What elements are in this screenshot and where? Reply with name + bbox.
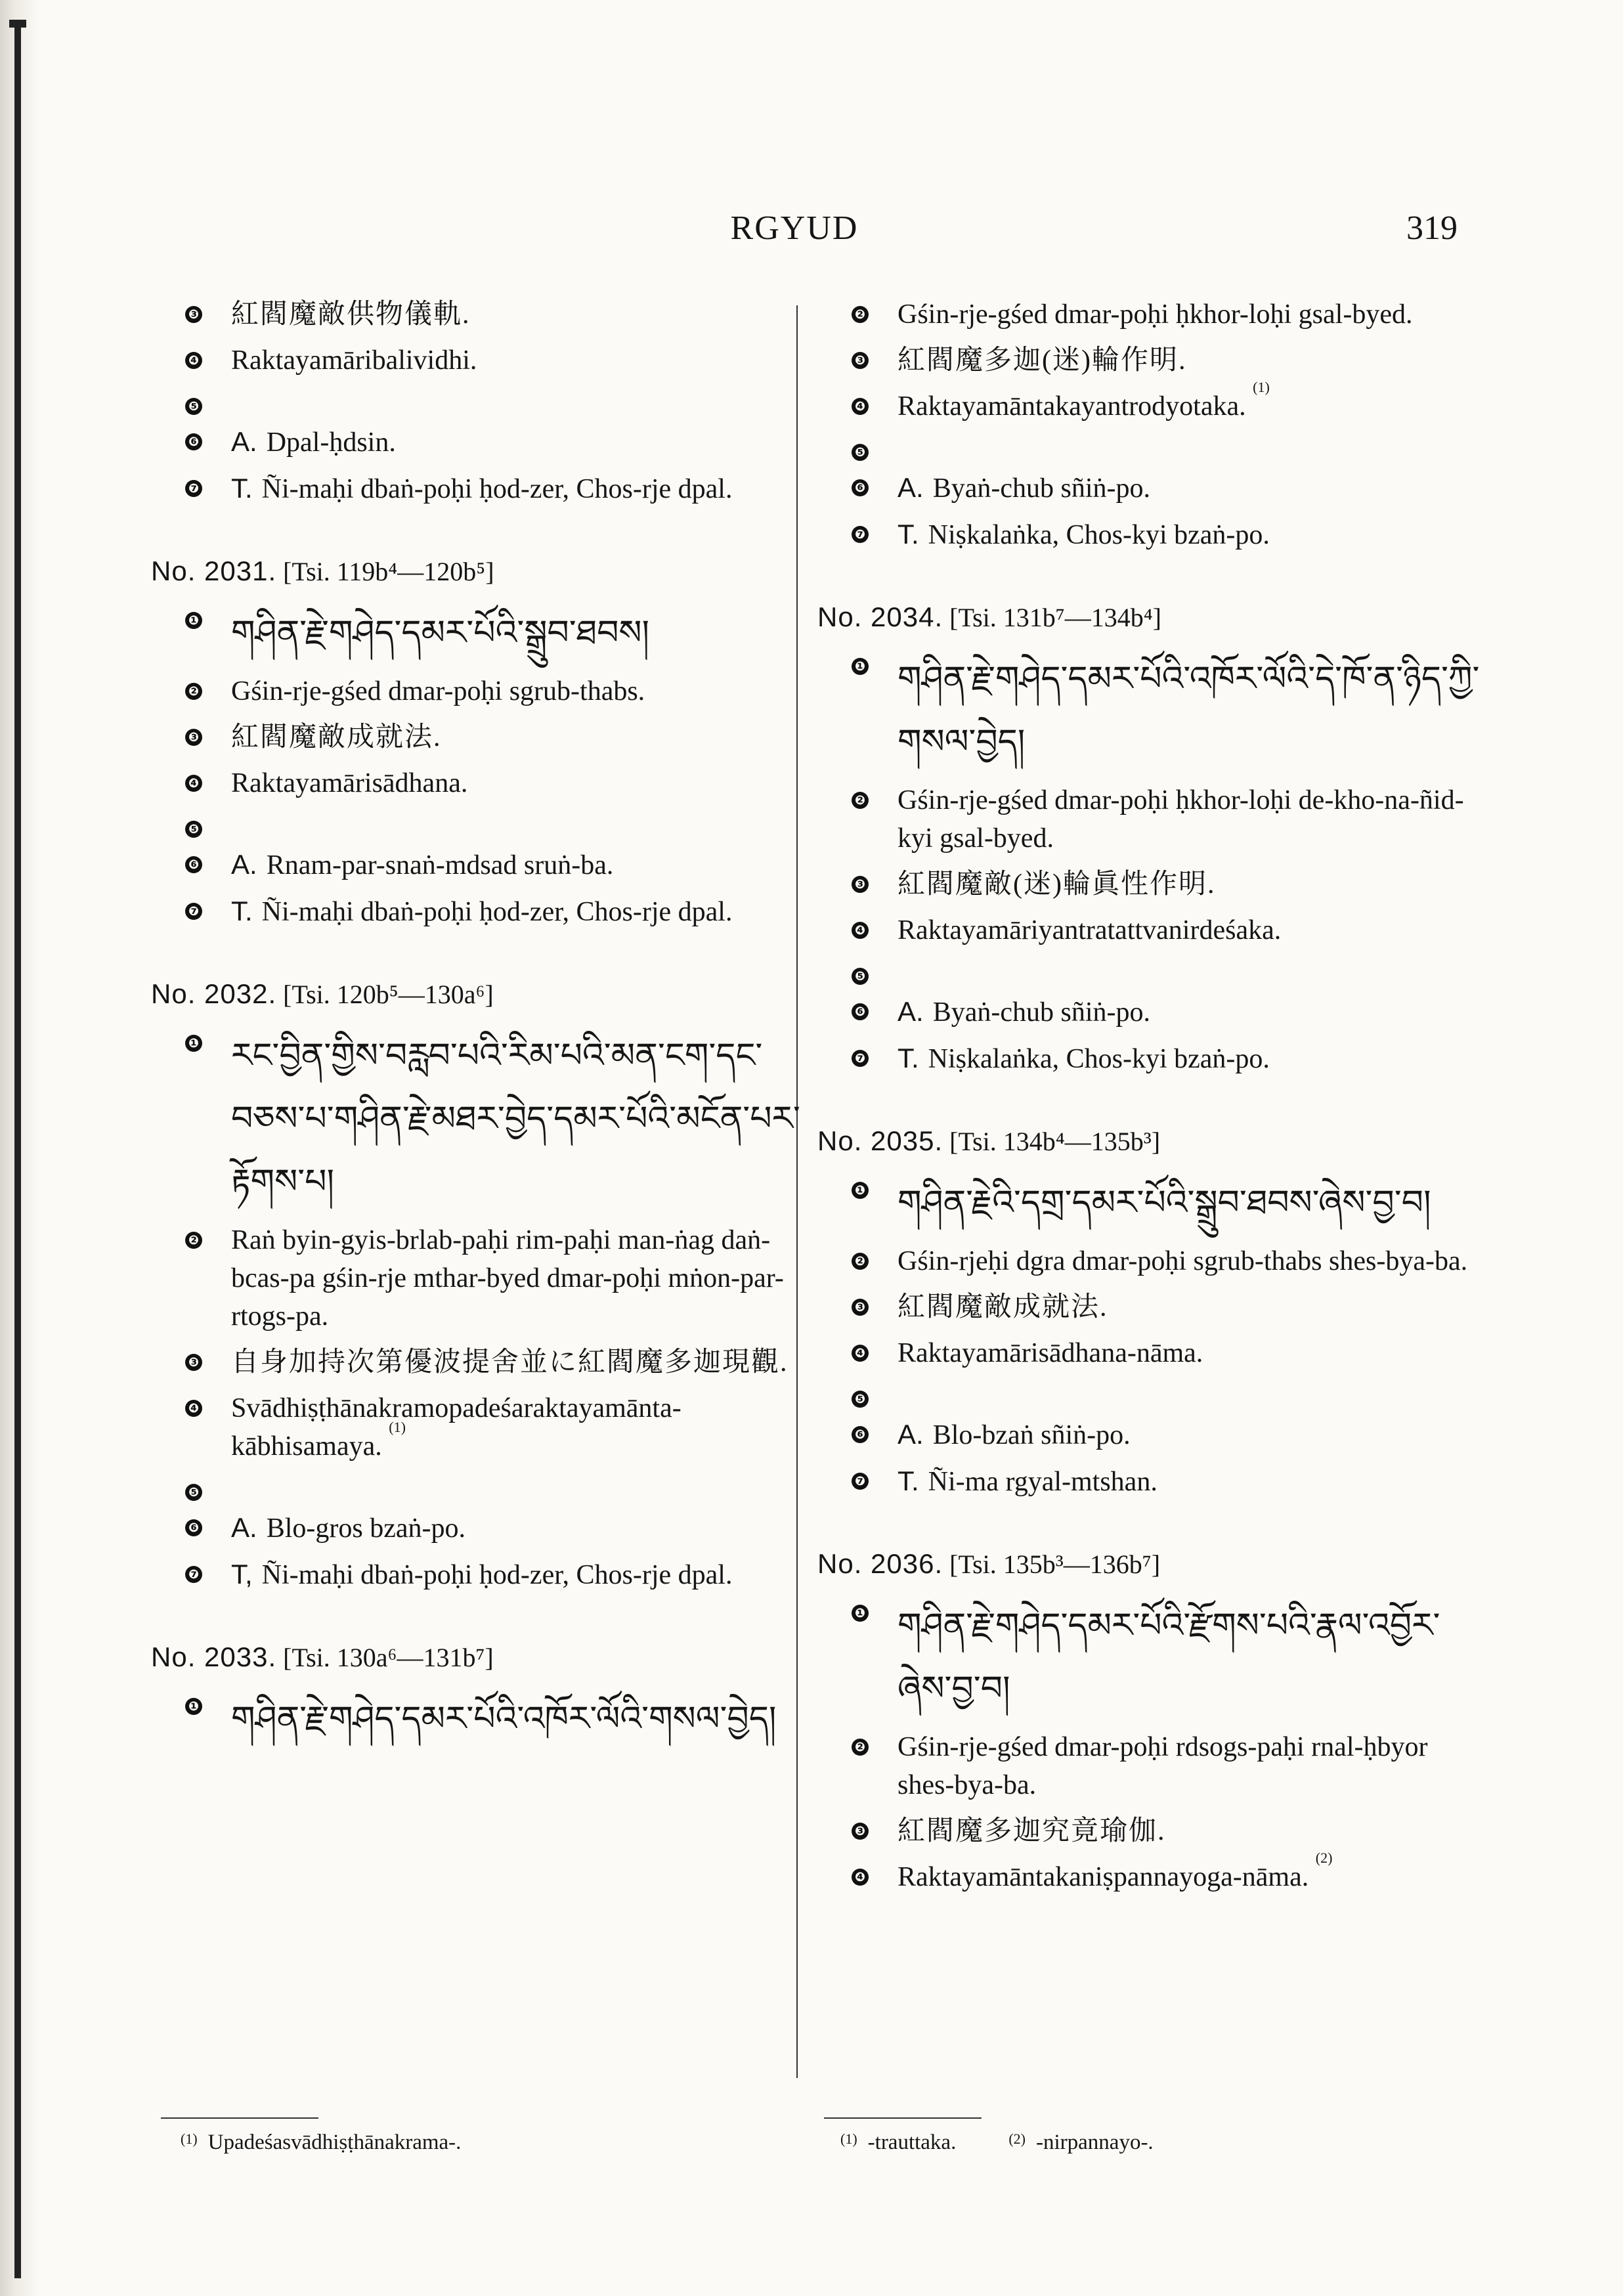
- entry-number: No. 2032.: [151, 978, 277, 1009]
- field-transliteration: ❷ Gśin-rjeḥi dgra dmar-poḥi sgrub-thabs shes-bya-ba.: [817, 1242, 1481, 1280]
- field-empty: [151, 387, 814, 415]
- footnote-ref: (1): [1253, 379, 1270, 395]
- field-transliteration: ❷ Gśin-rje-gśed dmar-poḥi rdsogs-paḥi rnal-ḥbyor shes-bya-ba.: [817, 1728, 1481, 1804]
- field-author: ❻ A. Blo-gros bzaṅ-po.: [151, 1509, 814, 1548]
- field-translator: ❼ T, Ñi-maḥi dbaṅ-poḥi ḥod-zer, Chos-rje dpal.: [151, 1555, 814, 1594]
- field-transliteration: ❷ Gśin-rje-gśed dmar-poḥi ḥkhor-loḥi gsal-byed.: [817, 295, 1481, 334]
- binding-edge-tick: [9, 20, 26, 28]
- marker-6: ❻: [852, 1426, 869, 1443]
- field-empty: [817, 433, 1481, 461]
- marker-5: ❺: [185, 398, 202, 415]
- field-sanskrit: ❹ Raktayamārisādhana-nāma.: [817, 1334, 1481, 1372]
- field-author: ❻ A. Byaṅ-chub sñiṅ-po.: [817, 469, 1481, 508]
- entry-heading: [817, 1125, 1481, 1157]
- field-empty: [817, 957, 1481, 985]
- field-chinese: ❸ 紅閻魔多迦(迷)輪作明.: [817, 341, 1481, 379]
- field-sanskrit: ❹ Raktayamāribalividhi.: [151, 341, 814, 379]
- entry-number: No. 2034.: [817, 601, 943, 632]
- marker-2: ❷: [852, 792, 869, 809]
- entry-number: No. 2033.: [151, 1641, 277, 1672]
- field-tibetan: ❶ གཤིན་རྗེ་གཤེད་དམར་པོའི་འཁོར་ལོའི་དེ་ཁོ་ན་ཉིད་ཀྱི་གསལ་བྱེད།: [817, 647, 1481, 773]
- entry-heading: [817, 1548, 1481, 1580]
- marker-1: ❶: [852, 1605, 869, 1622]
- marker-3: ❸: [185, 306, 202, 323]
- field-sanskrit: ❹ Raktayamāntakaniṣpannayoga-nāma. $^{(2)}$: [817, 1858, 1481, 1896]
- marker-1: ❶: [852, 658, 869, 675]
- marker-1: ❶: [185, 1035, 202, 1052]
- field-tibetan: ❶ རང་བྱིན་གྱིས་བརླབ་པའི་རིམ་པའི་མན་ངག་དང་བཅས་པ་གཤིན་རྗེ་མཐར་བྱེད་དམར་པོའི་མངོན་པར་རྟོགས་པ།: [151, 1024, 814, 1213]
- marker-2: ❷: [185, 1232, 202, 1249]
- right-column: [817, 295, 1481, 1943]
- entry-2031: [151, 555, 814, 931]
- field-empty: [817, 1380, 1481, 1408]
- field-translator: ❼ T. Niṣkalaṅka, Chos-kyi bzaṅ-po.: [817, 1039, 1481, 1078]
- field-chinese: ❸ 紅閻魔敵成就法.: [151, 718, 814, 756]
- field-sanskrit: ❹ Raktayamāriyantratattvanirdeśaka.: [817, 911, 1481, 949]
- page-number: 319: [1406, 209, 1458, 247]
- binding-edge-line: [14, 20, 21, 2278]
- marker-4: ❹: [852, 1345, 869, 1362]
- footnote-ref: (2): [1315, 1850, 1333, 1866]
- marker-5: ❺: [185, 1484, 202, 1501]
- entry-reference: [Tsi. 131b⁷—134b⁴]: [949, 603, 1161, 632]
- marker-5: ❺: [852, 968, 869, 985]
- field-sanskrit: ❹ Raktayamāntakayantrodyotaka. $^{(1)}$: [817, 387, 1481, 425]
- entry-reference: [Tsi. 130a⁶—131b⁷]: [283, 1643, 494, 1672]
- marker-2: ❷: [852, 1739, 869, 1756]
- entry-reference: [Tsi. 134b⁴—135b³]: [949, 1127, 1161, 1156]
- marker-1: ❶: [185, 1698, 202, 1715]
- field-sanskrit: ❹ Raktayamārisādhana.: [151, 764, 814, 802]
- field-translator: ❼ T. Ñi-maḥi dbaṅ-poḥi ḥod-zer, Chos-rje dpal.: [151, 892, 814, 931]
- entry-2036: [817, 1548, 1481, 1896]
- marker-3: ❸: [852, 1823, 869, 1840]
- marker-2: ❷: [852, 1253, 869, 1270]
- field-author: ❻ A. Blo-bzaṅ sñiṅ-po.: [817, 1416, 1481, 1454]
- marker-7: ❼: [852, 1050, 869, 1067]
- left-column: [151, 295, 814, 1798]
- entry-reference: [Tsi. 120b⁵—130a⁶]: [283, 980, 494, 1009]
- entry-2033: [151, 1641, 814, 1750]
- entry-reference: [Tsi. 119b⁴—120b⁵]: [283, 557, 494, 586]
- entry-2035: [817, 1125, 1481, 1501]
- field-translator: ❼ T. Ñi-maḥi dbaṅ-poḥi ḥod-zer, Chos-rje dpal.: [151, 469, 814, 508]
- marker-4: ❹: [852, 922, 869, 939]
- entry-2032: [151, 978, 814, 1594]
- entry-2034: [817, 601, 1481, 1078]
- field-tibetan: ❶ གཤིན་རྗེ་གཤེད་དམར་པོའི་རྫོགས་པའི་རྣལ་འབྱོར་ཞེས་བྱ་བ།: [817, 1594, 1481, 1720]
- running-head: RGYUD: [730, 209, 859, 247]
- entry-heading: [151, 978, 814, 1010]
- field-tibetan: ❶ གཤིན་རྗེ་གཤེད་དམར་པོའི་འཁོར་ལོའི་གསལ་བྱེད།: [151, 1687, 814, 1750]
- entry-number: No. 2035.: [817, 1125, 943, 1156]
- field-chinese: ❸ 自身加持次第優波提舍並に紅閻魔多迦現觀.: [151, 1343, 814, 1381]
- footnote-left: $^{(1)}$ Upadeśasvādhiṣṭhānakrama-.: [181, 2131, 462, 2154]
- field-transliteration: ❷ Gśin-rje-gśed dmar-poḥi sgrub-thabs.: [151, 672, 814, 710]
- marker-3: ❸: [852, 352, 869, 369]
- field-author: ❻ A. Rnam-par-snaṅ-mdsad sruṅ-ba.: [151, 846, 814, 884]
- field-chinese: ❸ 紅閻魔多迦究竟瑜伽.: [817, 1812, 1481, 1850]
- field-tibetan: ❶ གཤིན་རྗེ་གཤེད་དམར་པོའི་སྒྲུབ་ཐབས།: [151, 601, 814, 664]
- footnote-right: $^{(1)}$ -trauttaka. $^{(2)}$ -nirpannayo-.: [840, 2131, 1154, 2154]
- field-author: ❻ A. Dpal-ḥdsin.: [151, 423, 814, 462]
- marker-3: ❸: [185, 729, 202, 746]
- field-chinese: ❸ 紅閻魔敵(迷)輪眞性作明.: [817, 865, 1481, 903]
- marker-5: ❺: [185, 821, 202, 838]
- field-tibetan: ❶ གཤིན་རྗེའི་དགྲ་དམར་པོའི་སྒྲུབ་ཐབས་ཞེས་བྱ་བ།: [817, 1171, 1481, 1234]
- marker-5: ❺: [852, 444, 869, 461]
- entry-2030-continued: [151, 295, 814, 508]
- marker-1: ❶: [185, 612, 202, 629]
- field-author: ❻ A. Byaṅ-chub sñiṅ-po.: [817, 993, 1481, 1031]
- marker-7: ❼: [852, 1473, 869, 1490]
- entry-heading: [151, 555, 814, 587]
- marker-3: ❸: [852, 876, 869, 893]
- marker-2: ❷: [185, 683, 202, 700]
- footnote-rule-right: [824, 2117, 982, 2119]
- marker-4: ❹: [185, 352, 202, 369]
- marker-4: ❹: [852, 1869, 869, 1886]
- field-transliteration: ❷ Gśin-rje-gśed dmar-poḥi ḥkhor-loḥi de-kho-na-ñid-kyi gsal-byed.: [817, 781, 1481, 857]
- marker-7: ❼: [185, 903, 202, 920]
- marker-4: ❹: [185, 775, 202, 792]
- footnote-ref: (1): [389, 1419, 406, 1435]
- marker-7: ❼: [852, 526, 869, 543]
- entry-2033-continued: [817, 295, 1481, 554]
- entry-heading: [151, 1641, 814, 1673]
- marker-2: ❷: [852, 306, 869, 323]
- marker-5: ❺: [852, 1391, 869, 1408]
- marker-4: ❹: [185, 1400, 202, 1417]
- entry-number: No. 2031.: [151, 555, 277, 586]
- marker-6: ❻: [185, 856, 202, 873]
- marker-7: ❼: [185, 1566, 202, 1583]
- field-transliteration: ❷ Raṅ byin-gyis-brlab-paḥi rim-paḥi man-ṅag daṅ-bcas-pa gśin-rje mthar-byed dmar-poḥi mṅon-par-rtogs-pa.: [151, 1221, 814, 1335]
- field-chinese: ❸ 紅閻魔敵供物儀軌.: [151, 295, 814, 334]
- marker-4: ❹: [852, 398, 869, 415]
- entry-reference: [Tsi. 135b³—136b⁷]: [949, 1549, 1161, 1579]
- field-translator: ❼ T. Niṣkalaṅka, Chos-kyi bzaṅ-po.: [817, 515, 1481, 554]
- marker-3: ❸: [852, 1299, 869, 1316]
- field-translator: ❼ T. Ñi-ma rgyal-mtshan.: [817, 1462, 1481, 1501]
- marker-7: ❼: [185, 480, 202, 497]
- entry-heading: [817, 601, 1481, 633]
- marker-6: ❻: [185, 1519, 202, 1536]
- marker-6: ❻: [185, 433, 202, 450]
- field-sanskrit: ❹ Svādhiṣṭhānakramopadeśaraktayamānta-kābhisamaya. $^{(1)}$: [151, 1389, 814, 1465]
- marker-6: ❻: [852, 479, 869, 496]
- footnote-rule-left: [161, 2117, 318, 2119]
- entry-number: No. 2036.: [817, 1548, 943, 1579]
- field-empty: [151, 1473, 814, 1501]
- marker-6: ❻: [852, 1003, 869, 1020]
- field-chinese: ❸ 紅閻魔敵成就法.: [817, 1288, 1481, 1326]
- field-empty: [151, 810, 814, 838]
- marker-1: ❶: [852, 1182, 869, 1199]
- marker-3: ❸: [185, 1354, 202, 1371]
